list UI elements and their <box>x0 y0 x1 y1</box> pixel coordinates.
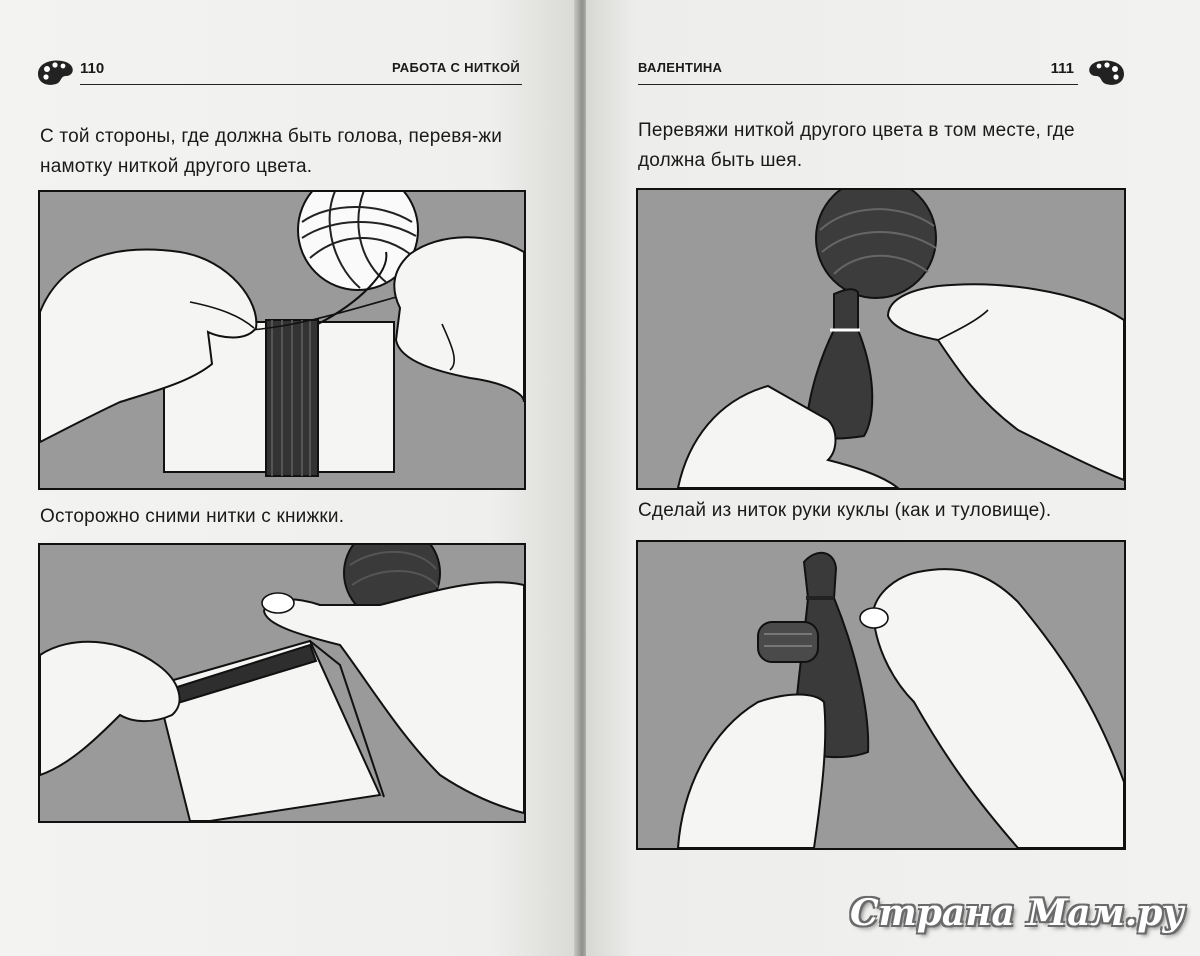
palette-icon <box>1086 56 1128 88</box>
instruction-caption: Осторожно сними нитки с книжки. <box>40 506 345 527</box>
illustration-tie-head <box>38 190 526 490</box>
instruction-caption: Перевяжи ниткой другого цвета в том месте, где должна быть шея. <box>638 120 1075 171</box>
palette-icon <box>34 56 76 88</box>
instruction-caption: С той стороны, где должна быть голова, перевя-жи намотку ниткой другого цвета. <box>40 126 503 177</box>
page-header <box>80 58 522 85</box>
left-page <box>0 0 578 956</box>
illustration-doll-arms <box>636 540 1126 850</box>
running-title: ВАЛЕНТИНА <box>638 60 723 75</box>
right-page <box>586 0 1200 956</box>
illustration-remove-thread <box>38 543 526 823</box>
page-number: 110 <box>80 60 105 77</box>
instruction-caption: Сделай из ниток руки куклы (как и туловище). <box>638 500 1052 521</box>
page-number: 111 <box>1050 60 1074 77</box>
running-title: РАБОТА С НИТКОЙ <box>391 60 520 75</box>
illustration-tie-neck <box>636 188 1126 490</box>
site-watermark: Страна Мам.ру <box>850 892 1184 934</box>
page-header <box>638 58 1078 85</box>
